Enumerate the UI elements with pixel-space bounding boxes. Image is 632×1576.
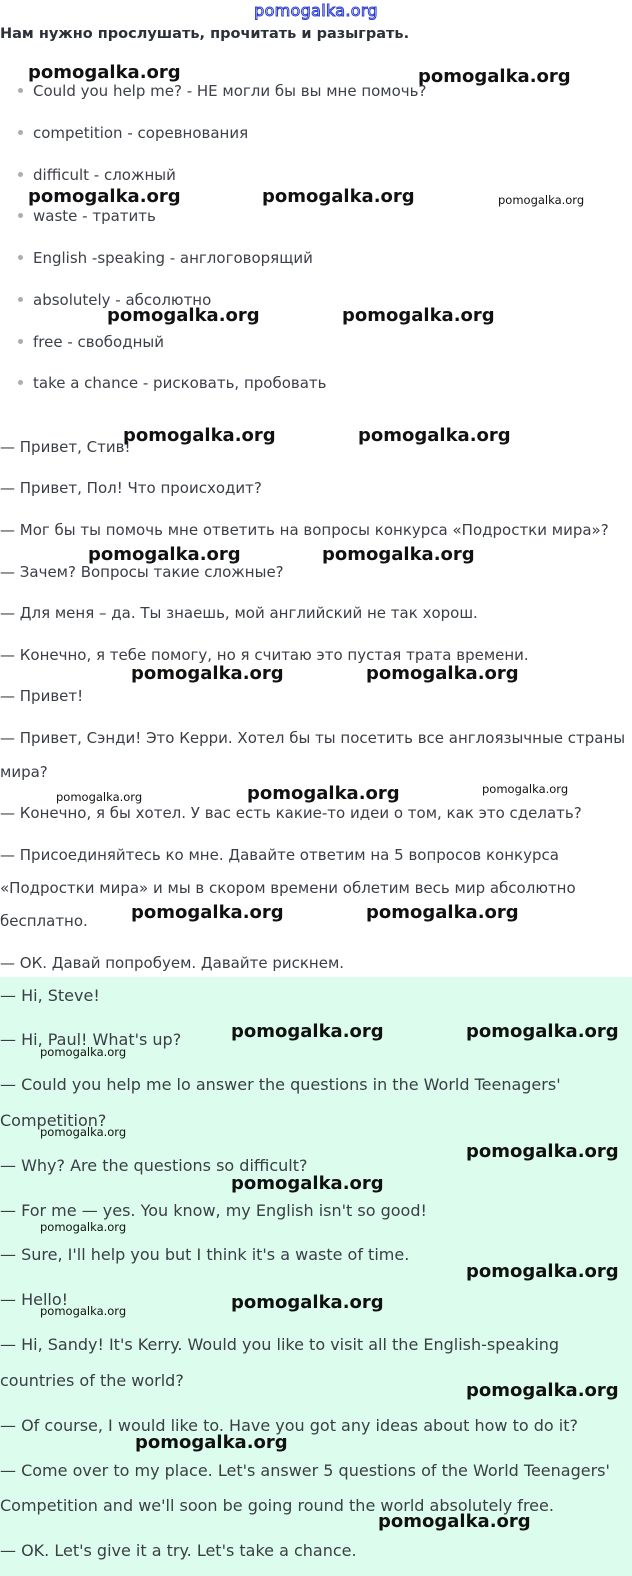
dialogue-line: — Привет, Пол! Что происходит? — [0, 479, 262, 497]
watermark: pomogalka.org — [342, 305, 495, 326]
dialogue-line: — Конечно, я бы хотел. У вас есть какие-то идеи о том, как это сделать? — [0, 804, 582, 822]
dialogue-line: — Hello! — [0, 1290, 69, 1309]
watermark: pomogalka.org — [28, 186, 181, 207]
watermark: pomogalka.org — [418, 66, 571, 87]
bullet-icon — [18, 380, 23, 385]
dialogue-line: «Подростки мира» и мы в скором времени облетим весь мир абсолютно — [0, 879, 576, 897]
watermark: pomogalka.org — [123, 425, 276, 446]
watermark: pomogalka.org — [466, 1141, 619, 1162]
dialogue-line: — Конечно, я тебе помогу, но я считаю это пустая трата времени. — [0, 646, 529, 664]
dialogue-line: — Привет, Стив! — [0, 438, 131, 456]
dialogue-line: Competition and we'll soon be going round the world absolutely free. — [0, 1496, 554, 1515]
watermark: pomogalka.org — [88, 544, 241, 565]
watermark: pomogalka.org — [40, 1220, 127, 1234]
watermark: pomogalka.org — [40, 1045, 127, 1059]
dialogue-line: мира? — [0, 763, 48, 781]
site-watermark-logo: pomogalka.org — [254, 1, 378, 20]
watermark: pomogalka.org — [231, 1173, 384, 1194]
watermark: pomogalka.org — [40, 1125, 127, 1139]
bullet-icon — [18, 88, 23, 93]
dialogue-line: — Зачем? Вопросы такие сложные? — [0, 563, 284, 581]
watermark: pomogalka.org — [322, 544, 475, 565]
watermark: pomogalka.org — [366, 902, 519, 923]
site-header — [0, 0, 632, 22]
watermark: pomogalka.org — [28, 62, 181, 83]
vocabulary-item: waste - тратить — [33, 207, 156, 225]
watermark: pomogalka.org — [231, 1292, 384, 1313]
watermark: pomogalka.org — [262, 186, 415, 207]
watermark: pomogalka.org — [247, 783, 400, 804]
watermark: pomogalka.org — [131, 663, 284, 684]
watermark: pomogalka.org — [482, 782, 569, 796]
watermark: pomogalka.org — [107, 305, 260, 326]
watermark: pomogalka.org — [378, 1511, 531, 1532]
watermark: pomogalka.org — [56, 790, 143, 804]
dialogue-line: — Hi, Paul! What's up? — [0, 1030, 182, 1049]
watermark: pomogalka.org — [231, 1021, 384, 1042]
dialogue-line: — Привет! — [0, 687, 84, 705]
dialogue-line: — Для меня – да. Ты знаешь, мой английский не так хорош. — [0, 604, 478, 622]
vocabulary-item: difficult - сложный — [33, 166, 176, 184]
watermark: pomogalka.org — [466, 1021, 619, 1042]
watermark: pomogalka.org — [135, 1432, 288, 1453]
dialogue-line: — Hi, Sandy! It's Kerry. Would you like to visit all the English-speaking — [0, 1335, 560, 1354]
dialogue-line: — OK. Let's give it a try. Let's take a chance. — [0, 1541, 357, 1560]
bullet-icon — [18, 172, 23, 177]
vocabulary-item: absolutely - абсолютно — [33, 291, 212, 309]
dialogue-line: countries of the world? — [0, 1371, 184, 1390]
dialogue-line: — Присоединяйтесь ко мне. Давайте ответим на 5 вопросов конкурса — [0, 846, 559, 864]
dialogue-line: — Of course, I would like to. Have you got any ideas about how to do it? — [0, 1416, 578, 1435]
vocabulary-item: take a chance - рисковать, пробовать — [33, 374, 327, 392]
dialogue-line: Competition? — [0, 1111, 107, 1130]
dialogue-line: — Could you help me lo answer the questions in the World Teenagers' — [0, 1075, 561, 1094]
dialogue-line: — Мог бы ты помочь мне ответить на вопросы конкурса «Подростки мира»? — [0, 521, 609, 539]
watermark: pomogalka.org — [498, 193, 585, 207]
dialogue-line: — Привет, Сэнди! Это Керри. Хотел бы ты посетить все англоязычные страны — [0, 729, 626, 747]
dialogue-line: — Sure, I'll help you but I think it's a waste of time. — [0, 1245, 410, 1264]
bullet-icon — [18, 130, 23, 135]
bullet-icon — [18, 339, 23, 344]
vocabulary-item: English -speaking - англоговорящий — [33, 249, 313, 267]
task-heading: Нам нужно прослушать, прочитать и разыграть. — [0, 26, 410, 42]
vocabulary-item: competition - соревнования — [33, 124, 249, 142]
watermark: pomogalka.org — [466, 1261, 619, 1282]
watermark: pomogalka.org — [358, 425, 511, 446]
watermark: pomogalka.org — [40, 1304, 127, 1318]
dialogue-line: — Come over to my place. Let's answer 5 questions of the World Teenagers' — [0, 1461, 610, 1480]
dialogue-line: — Hi, Steve! — [0, 986, 100, 1005]
dialogue-line: — For me — yes. You know, my English isn't so good! — [0, 1201, 427, 1220]
dialogue-line: бесплатно. — [0, 912, 88, 930]
vocabulary-item: Could you help me? - НЕ могли бы вы мне помочь? — [33, 82, 427, 100]
vocabulary-item: free - свободный — [33, 333, 164, 351]
dialogue-line: — Why? Are the questions so difficult? — [0, 1156, 308, 1175]
watermark: pomogalka.org — [466, 1380, 619, 1401]
bullet-icon — [18, 297, 23, 302]
watermark: pomogalka.org — [366, 663, 519, 684]
dialogue-line: — ОК. Давай попробуем. Давайте рискнем. — [0, 954, 345, 972]
watermark: pomogalka.org — [131, 902, 284, 923]
bullet-icon — [18, 213, 23, 218]
bullet-icon — [18, 255, 23, 260]
